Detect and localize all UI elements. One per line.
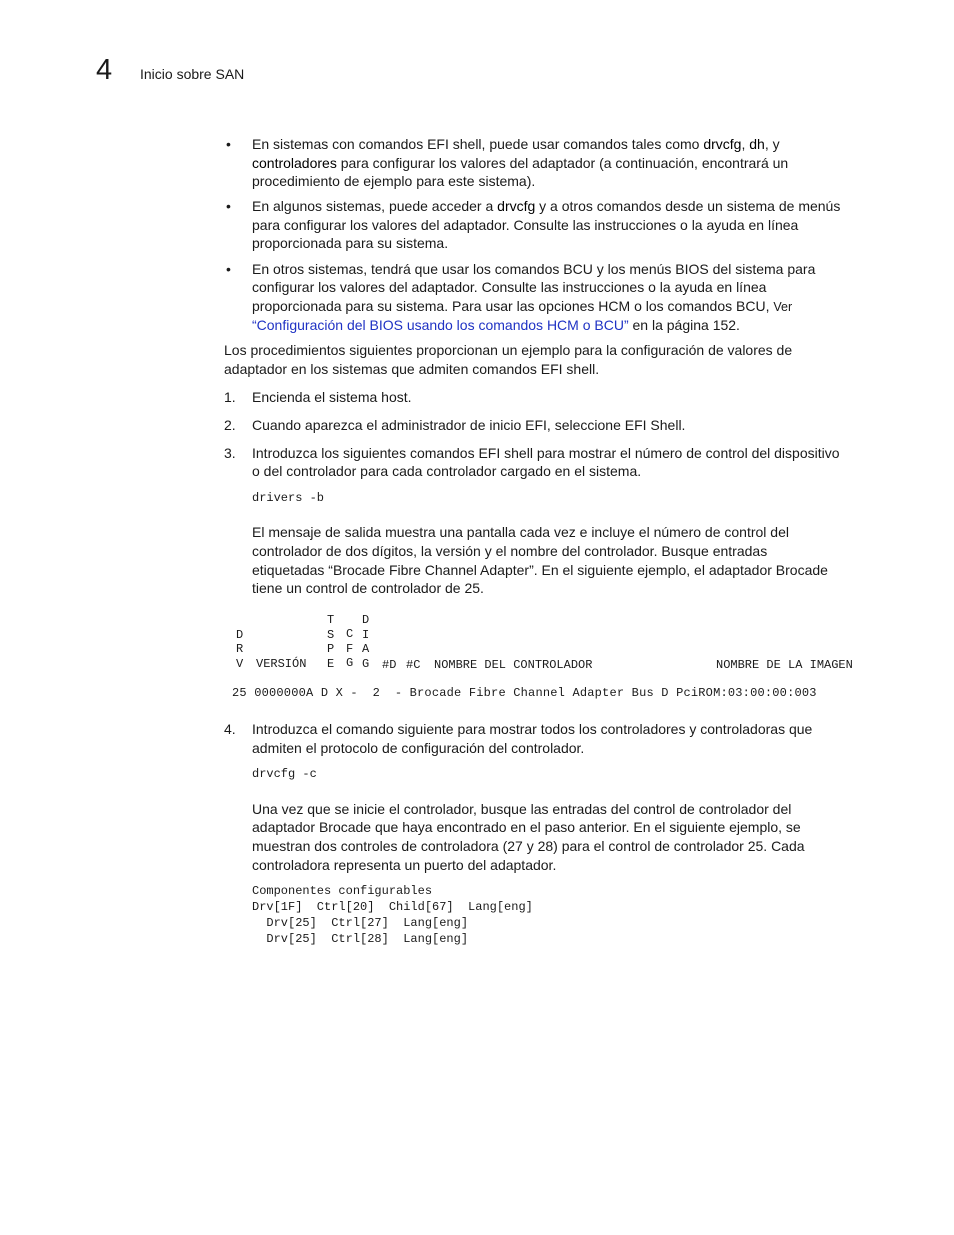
bullet-1-symbol: •: [226, 136, 231, 152]
bullet-3-line-1: En otros sistemas, tendrá que usar los comandos BCU y los menús BIOS del sistema para: [252, 261, 816, 277]
code-line: Componentes configurables: [252, 884, 433, 898]
table-header-char: S: [327, 628, 335, 642]
step-4-para-1: Una vez que se inicie el controlador, busque las entradas del control de controlador del: [252, 801, 792, 817]
step-4-line-2: admiten el protocolo de configuración del controlador.: [252, 740, 585, 756]
bullet-1-line-2: controladores para configurar los valores del adaptador (a continuación, encontrará un: [252, 155, 789, 171]
bullet-2-line-1: En algunos sistemas, puede acceder a drvcfg y a otros comandos desde un sistema de menús: [252, 198, 841, 214]
step-4-para-3: muestran dos controles de controladora (27 y 28) para el control de controlador 25. Cada: [252, 838, 805, 854]
table-header-char: P: [327, 642, 335, 656]
bullet-2-symbol: •: [226, 198, 231, 214]
command-drvcfg: drvcfg: [703, 136, 742, 152]
bullet-3-symbol: •: [226, 261, 231, 277]
table-header-char: G: [346, 656, 354, 670]
command-drvcfg: drvcfg: [497, 198, 536, 214]
table-header-char: E: [327, 657, 335, 671]
code-drivers: drivers -b: [252, 491, 325, 505]
step-3-para-1: El mensaje de salida muestra una pantalla cada vez e incluye el número de control del: [252, 524, 789, 540]
step-4-para-2: adaptador Brocade que haya encontrado en el paso anterior. En el siguiente ejemplo, se: [252, 819, 801, 835]
bios-config-link[interactable]: “Configuración del BIOS usando los comandos HCM o BCU”: [252, 317, 629, 333]
table-header-char: G: [362, 657, 370, 671]
intro-line-1: Los procedimientos siguientes proporcionan un ejemplo para la configuración de valores de: [224, 342, 793, 358]
bullet-1-line-1: En sistemas con comandos EFI shell, puede usar comandos tales como drvcfg, dh, y: [252, 136, 780, 152]
intro-line-2: adaptador en los sistemas que admiten comandos EFI shell.: [224, 361, 600, 377]
step-4-number: 4.: [224, 721, 236, 737]
bullet-2-line-2: para configurar los valores del adaptador. Consulte las instrucciones o la ayuda en línea: [252, 217, 799, 233]
table-header-char: D: [362, 613, 370, 627]
code-drvcfg: drvcfg -c: [252, 767, 317, 781]
step-4-para-4: controladora representa un puerto del adaptador.: [252, 857, 557, 873]
table-header-nchild: #C: [406, 658, 421, 672]
step-3-line-1: Introduzca los siguientes comandos EFI shell para mostrar el número de control del dispositivo: [252, 445, 840, 461]
table-header-version: VERSIÓN: [256, 657, 307, 671]
step-3-line-2: o del controlador para cada controlador cargado en el sistema.: [252, 463, 642, 479]
bullet-2-line-3: proporcionada para su sistema.: [252, 235, 449, 251]
step-2-number: 2.: [224, 417, 236, 433]
table-header-ndev: #D: [382, 658, 397, 672]
table-header-driver-name: NOMBRE DEL CONTROLADOR: [434, 658, 593, 672]
table-header-char: A: [362, 642, 370, 656]
step-3-para-3: etiquetadas “Brocade Fibre Channel Adapter”. En el siguiente ejemplo, el adaptador Brocade: [252, 562, 828, 578]
step-1-text: Encienda el sistema host.: [252, 389, 412, 405]
step-1-number: 1.: [224, 389, 236, 405]
command-controladores: controladores: [252, 155, 337, 171]
table-header-char: C: [346, 627, 354, 641]
step-3-number: 3.: [224, 445, 236, 461]
table-header-char: D: [236, 628, 244, 642]
table-row: 25 0000000A D X - 2 - Brocade Fibre Channel Adapter Bus D PciROM:03:00:00:003: [232, 686, 817, 700]
command-dh: dh: [749, 136, 765, 152]
bullet-3-line-4: “Configuración del BIOS usando los comandos HCM o BCU” en la página 152.: [252, 317, 740, 333]
table-header-char: F: [346, 642, 354, 656]
bullet-3-line-3: proporcionada para su sistema. Para usar las opciones HCM o los comandos BCU, Ver: [252, 298, 793, 314]
table-header-char: I: [362, 628, 370, 642]
step-4-line-1: Introduzca el comando siguiente para mostrar todos los controladores y controladoras que: [252, 721, 813, 737]
code-line: Drv[1F] Ctrl[20] Child[67] Lang[eng]: [252, 900, 533, 914]
code-line: Drv[25] Ctrl[27] Lang[eng]: [252, 916, 469, 930]
table-header-char: T: [327, 613, 335, 627]
code-line: Drv[25] Ctrl[28] Lang[eng]: [252, 932, 469, 946]
step-3-para-4: tiene un control de controlador de 25.: [252, 580, 484, 596]
step-3-para-2: controlador de dos dígitos, la versión y el nombre del controlador. Busque entradas: [252, 543, 768, 559]
table-header-image-name: NOMBRE DE LA IMAGEN: [716, 658, 853, 672]
step-2-text: Cuando aparezca el administrador de inicio EFI, seleccione EFI Shell.: [252, 417, 686, 433]
chapter-title: Inicio sobre SAN: [140, 66, 245, 82]
bullet-1-line-3: procedimiento de ejemplo para este sistema).: [252, 173, 536, 189]
table-header-char: R: [236, 642, 244, 656]
chapter-number: 4: [96, 54, 113, 86]
bullet-3-line-2: configurar los valores del adaptador. Consulte las instrucciones o la ayuda en línea: [252, 279, 767, 295]
table-header-char: V: [236, 657, 244, 671]
